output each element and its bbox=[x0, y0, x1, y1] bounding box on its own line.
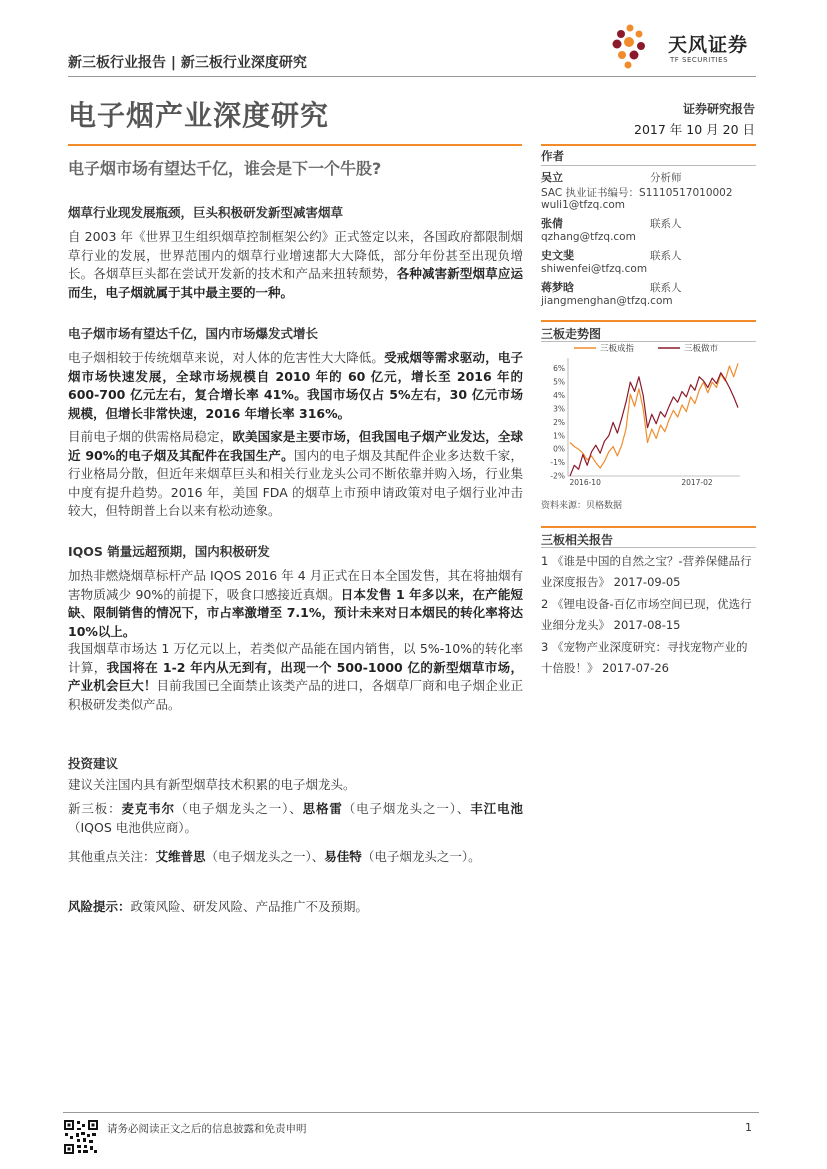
text-run: 建议关注国内具有新型烟草技术积累的电子烟龙头。 bbox=[68, 777, 356, 792]
investment-line bbox=[68, 776, 523, 795]
emphasized-text: 麦克韦尔 bbox=[121, 801, 176, 816]
related-divider bbox=[541, 547, 756, 548]
body-paragraph bbox=[68, 640, 523, 714]
logo-english-name: TF SECURITIES bbox=[670, 56, 729, 64]
report-breadcrumb: 新三板行业报告 | 新三板行业深度研究 bbox=[68, 55, 307, 71]
emphasized-text: 欧美国家是主要市场，但我国电子烟产业发达，全球近 90%的电子烟及其配件在我国生产。 bbox=[68, 429, 523, 463]
document-type: 证券研究报告 bbox=[682, 102, 755, 116]
author-email[interactable]: qzhang@tfzq.com bbox=[541, 231, 636, 243]
body-paragraph bbox=[68, 228, 523, 302]
legend-label: 三板做市 bbox=[684, 344, 719, 354]
related-heading: 三板相关报告 bbox=[541, 533, 614, 547]
author-name: 蒋梦晗 bbox=[541, 281, 574, 294]
text-run: 我国烟草市场达 1 万亿元以上，若类似产品能在国内销售，以 5%-10%的转化率计算， bbox=[68, 641, 523, 675]
report-subtitle: 电子烟市场有望达千亿，谁会是下一个牛股? bbox=[68, 159, 382, 178]
related-report-title: 3 《宠物产业深度研究：寻找宠物产业的十倍股！》 bbox=[541, 640, 748, 675]
related-report-title: 1 《谁是中国的自然之宝？-营养保健品行业深度报告》 bbox=[541, 554, 752, 589]
x-tick-label: 2017-02 bbox=[681, 478, 713, 487]
trend-heading: 三板走势图 bbox=[541, 327, 602, 341]
risk-label: 风险提示： bbox=[68, 899, 131, 914]
investment-line bbox=[68, 848, 523, 867]
text-run: 新三板： bbox=[68, 801, 122, 816]
page-number: 1 bbox=[745, 1121, 752, 1134]
text-run: （IQOS 电池供应商）。 bbox=[68, 819, 198, 835]
author-email[interactable]: jiangmenghan@tfzq.com bbox=[541, 295, 673, 307]
text-run: 其他重点关注： bbox=[68, 849, 156, 864]
emphasized-text: 思格雷 bbox=[302, 801, 343, 816]
author-role: 联系人 bbox=[650, 218, 682, 230]
author-name: 吴立 bbox=[541, 171, 563, 184]
emphasized-text: 易佳特 bbox=[324, 849, 362, 864]
y-tick-label: 0% bbox=[553, 444, 565, 454]
body-paragraph bbox=[68, 428, 523, 521]
related-report-title: 2 《锂电设备-百亿市场空间已现，优选行业细分龙头》 bbox=[541, 597, 752, 632]
text-run: （电子烟龙头之一）、 bbox=[205, 849, 325, 864]
disclaimer-notice: 请务必阅读正文之后的信息披露和免责申明 bbox=[107, 1123, 307, 1135]
logo-chinese-name: 天风证券 bbox=[668, 34, 749, 56]
text-run: 电子烟相较于传统烟草来说，对人体的危害性大大降低。 bbox=[68, 350, 385, 365]
author-name: 史文斐 bbox=[541, 249, 574, 262]
related-divider-top bbox=[541, 526, 756, 528]
y-tick-label: 1% bbox=[553, 431, 565, 441]
emphasized-text: 艾维普思 bbox=[155, 849, 206, 864]
body-paragraph bbox=[68, 349, 523, 423]
text-run: （电子烟龙头之一）、 bbox=[342, 801, 471, 816]
emphasized-text: 日本发售 1 年多以来，在产能短缺、限制销售的情况下，市占率激增至 7.1%，预计未来对日本烟民的转化率将达 10%以上。 bbox=[68, 586, 523, 639]
text-run: （电子烟龙头之一）。 bbox=[361, 849, 481, 864]
text-run: （电子烟龙头之一）、 bbox=[175, 801, 303, 816]
header-divider bbox=[68, 76, 756, 77]
author-role: 联系人 bbox=[650, 250, 682, 262]
y-tick-label: 4% bbox=[553, 391, 565, 401]
author-role: 分析师 bbox=[650, 172, 682, 184]
section-heading: IQOS 销量远超预期，国内积极研发 bbox=[68, 544, 270, 559]
risk-warning bbox=[68, 898, 523, 917]
related-report-date: 2017-09-05 bbox=[613, 575, 681, 589]
author-heading: 作者 bbox=[541, 149, 564, 163]
investment-heading: 投资建议 bbox=[68, 756, 119, 771]
sidebar-top-divider bbox=[541, 144, 756, 146]
related-report-link[interactable] bbox=[541, 637, 756, 679]
related-report-link[interactable] bbox=[541, 551, 756, 593]
y-tick-label: 6% bbox=[553, 364, 565, 374]
page-title: 电子烟产业深度研究 bbox=[68, 99, 330, 132]
report-date: 2017 年 10 月 20 日 bbox=[634, 122, 755, 137]
section-heading: 电子烟市场有望达千亿，国内市场爆发式增长 bbox=[68, 326, 319, 341]
body-paragraph bbox=[68, 567, 523, 641]
emphasized-text: 丰江电池 bbox=[470, 801, 523, 816]
qr-code-icon bbox=[63, 1119, 99, 1155]
emphasized-text: 各种减害新型烟草应运而生，电子烟就属于其中最主要的一种。 bbox=[68, 266, 523, 300]
x-tick-label: 2016-10 bbox=[569, 478, 601, 487]
y-tick-label: 3% bbox=[553, 404, 565, 414]
legend-label: 三板成指 bbox=[600, 344, 635, 354]
y-tick-label: 5% bbox=[553, 377, 565, 387]
related-report-date: 2017-07-26 bbox=[602, 661, 669, 675]
author-role: 联系人 bbox=[650, 282, 682, 294]
author-name: 张倩 bbox=[541, 217, 563, 230]
related-report-link[interactable] bbox=[541, 594, 756, 636]
y-tick-label: 2% bbox=[553, 417, 565, 427]
chart-source: 资料来源：贝格数据 bbox=[541, 501, 623, 511]
emphasized-text: 受戒烟等需求驱动，电子烟市场快速发展，全球市场规模自 2010 年的 60 亿元，增长至 2016 年的 600-700 亿元左右，复合增长率 41%。我国市场仅占 5%左右，30 亿元市场规模，但增长非常快速，2016 年增长率 316%。 bbox=[68, 350, 523, 421]
risk-text: 政策风险、研发风险、产品推广不及预期。 bbox=[130, 899, 369, 914]
footer-divider bbox=[63, 1112, 759, 1113]
y-tick-label: -2% bbox=[550, 471, 565, 481]
related-report-date: 2017-08-15 bbox=[613, 618, 681, 632]
author-email[interactable]: wuli1@tfzq.com bbox=[541, 199, 626, 211]
trend-chart bbox=[540, 340, 756, 492]
author-certificate: SAC 执业证书编号：S1110517010002 bbox=[541, 187, 733, 199]
section-heading: 烟草行业现发展瓶颈，巨头积极研发新型减害烟草 bbox=[68, 205, 344, 220]
trend-divider-top bbox=[541, 320, 756, 322]
series-line-2 bbox=[570, 373, 738, 476]
y-tick-label: -1% bbox=[550, 458, 565, 468]
investment-line bbox=[68, 800, 523, 837]
text-run: 国内的电子烟及其配件企业多达数千家，行业格局分散，但近年来烟草巨头和相关行业龙头公司不断依靠并购入场，行业集中度有提升趋势。2016 年，美国 FDA 的烟草上市预申请政策对电子烟行业冲击较大，但特朗普上台以来有松动迹象。 bbox=[68, 447, 523, 518]
text-run: 加热非燃烧烟草标杆产品 IQOS 2016 年 4 月正式在日本全国发售，其在将抽烟有害物质减少 90%的前提下，吸食口感接近真烟。 bbox=[68, 568, 523, 602]
author-email[interactable]: shiwenfei@tfzq.com bbox=[541, 263, 648, 275]
text-run: 目前电子烟的供需格局稳定， bbox=[68, 429, 233, 444]
text-run: 目前我国已全面禁止该类产品的进口，各烟草厂商和电子烟企业正积极研发类似产品。 bbox=[68, 678, 523, 712]
title-divider bbox=[68, 144, 522, 146]
author-divider bbox=[541, 165, 756, 166]
text-run: 自 2003 年《世界卫生组织烟草控制框架公约》正式签定以来，各国政府都限制烟草行业的发展，世界范围内的烟草行业增速都大大降低，部分年份甚至出现负增长。各烟草巨头都在尝试开发新的技术和产品来扭转颓势， bbox=[68, 229, 523, 281]
emphasized-text: 我国将在 1-2 年内从无到有，出现一个 500-1000 亿的新型烟草市场，产业机会巨大！ bbox=[68, 659, 523, 693]
